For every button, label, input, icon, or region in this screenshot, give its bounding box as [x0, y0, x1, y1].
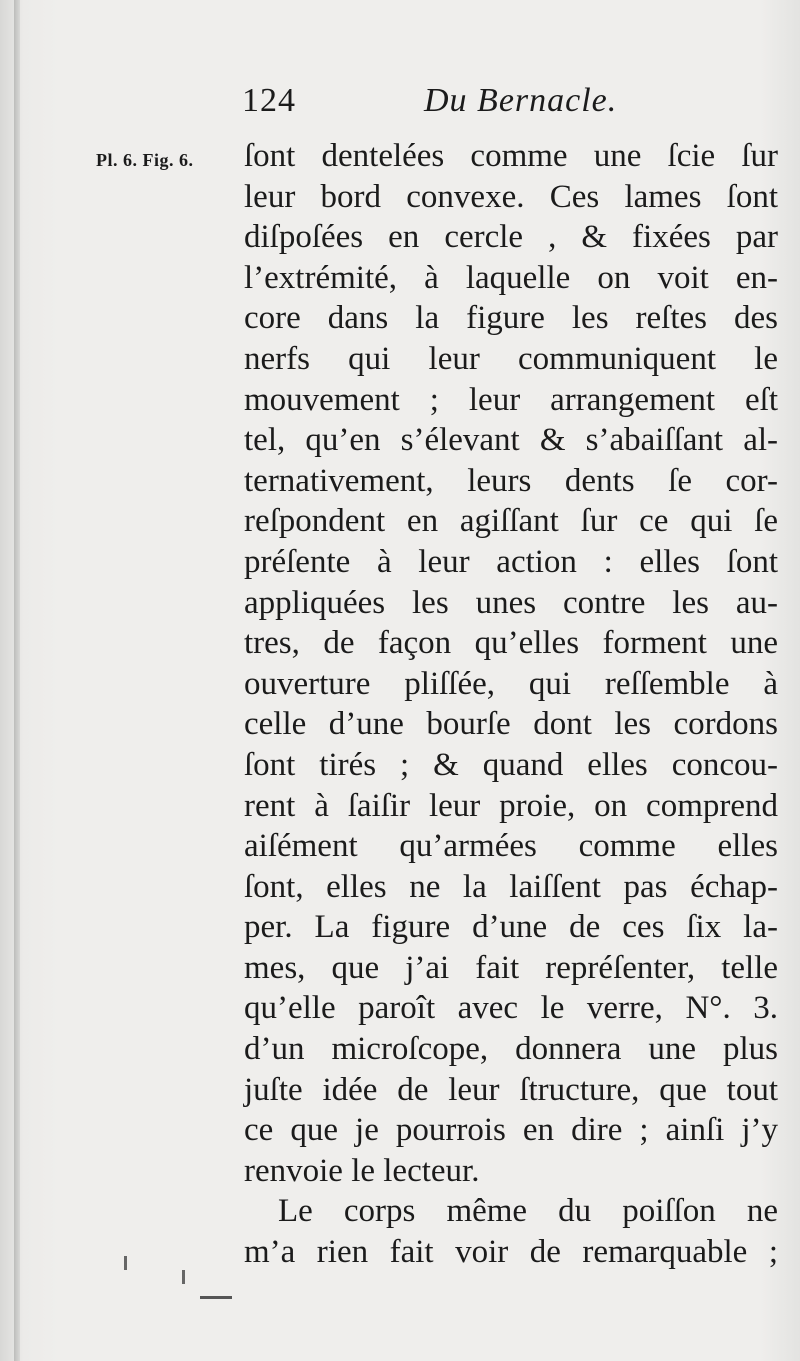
- text-line: ternativement, leurs dents ſe cor-: [244, 462, 778, 499]
- text-line: core dans la figure les reſtes des: [244, 300, 778, 337]
- text-line: ouverture pliſſée, qui reſſemble à: [244, 665, 778, 702]
- margin-figure-reference: Pl. 6. Fig. 6.: [96, 150, 194, 170]
- page-gutter: [14, 0, 20, 1361]
- paragraph-start-line: Le corps même du poiſſon ne: [278, 1193, 778, 1230]
- text-line: mes, que j’ai fait repréſenter, telle: [244, 949, 778, 986]
- page-smudge-mark: [200, 1296, 232, 1299]
- text-line: ce que je pourrois en dire ; ainſi j’y: [244, 1112, 778, 1149]
- text-line: diſpoſées en cercle , & fixées par: [244, 219, 778, 256]
- text-line: ſont tirés ; & quand elles concou-: [244, 746, 778, 783]
- text-line: aiſément qu’armées comme elles: [244, 828, 778, 865]
- page-speck-mark: [124, 1256, 127, 1270]
- text-line: reſpondent en agiſſant ſur ce qui ſe: [244, 503, 778, 540]
- text-line: appliquées les unes contre les au-: [244, 584, 778, 621]
- text-line: renvoie le lecteur.: [244, 1152, 480, 1189]
- page-speck-mark: [182, 1270, 185, 1284]
- text-line: qu’elle paroît avec le verre, N°. 3.: [244, 990, 778, 1027]
- text-line: leur bord convexe. Ces lames ſont: [244, 178, 778, 215]
- text-line: per. La figure d’une de ces ſix la-: [244, 909, 778, 946]
- text-line: celle d’une bourſe dont les cordons: [244, 706, 778, 743]
- text-line: m’a rien fait voir de remarquable ;: [244, 1234, 778, 1271]
- text-line: nerfs qui leur communiquent le: [244, 340, 778, 377]
- text-line: tres, de façon qu’elles forment une: [244, 625, 778, 662]
- text-line: mouvement ; leur arrangement eſt: [244, 381, 778, 418]
- running-title: Du Bernacle.: [424, 82, 618, 119]
- text-line: juſte idée de leur ſtructure, que tout: [244, 1071, 778, 1108]
- text-line: rent à ſaiſir leur proie, on comprend: [244, 787, 778, 824]
- text-line: l’extrémité, à laquelle on voit en-: [244, 259, 778, 296]
- text-line: préſente à leur action : elles ſont: [244, 543, 778, 580]
- page-number: 124: [242, 82, 296, 119]
- text-line: tel, qu’en s’élevant & s’abaiſſant al-: [244, 422, 778, 459]
- page-header: [242, 82, 762, 130]
- text-line: ſont dentelées comme une ſcie ſur: [244, 138, 778, 174]
- body-text: [244, 136, 778, 1273]
- text-line: d’un microſcope, donnera une plus: [244, 1031, 778, 1068]
- text-line: ſont, elles ne la laiſſent pas échap-: [244, 868, 778, 905]
